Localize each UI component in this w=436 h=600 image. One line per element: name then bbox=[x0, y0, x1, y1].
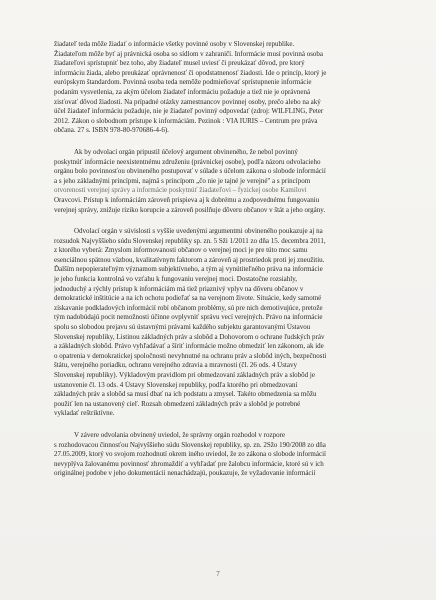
text-line: získavanie podkladových informácií robí občanom problémy, sú pre nich demotivujúce, pretože bbox=[54, 303, 323, 312]
text-line: základných práv a slobôd sa musí dbať na ich podstatu a zmysel. Takéto obmedzenia sa môžu bbox=[54, 390, 317, 399]
text-line: V závere odvolania obvinený uviedol, že správny orgán rozhodol v rozpore bbox=[74, 430, 286, 439]
text-line: Žiadateľom môže byť aj právnická osoba so sídlom v zahraničí. Informácie musí povinná osoba bbox=[54, 49, 324, 58]
text-line: s rozhodovacou činnosťou Najvyššieho súdu Slovenskej republiky, sp. zn. 2Sžo 190/2008 zo dňa bbox=[54, 440, 326, 449]
text-line: Slovenskej republiky). Výkladovým pravidlom pri obmedzovaní základných práv a slobôd je bbox=[54, 371, 315, 379]
text-line: z ktorého vyberá: Zmyslom informovanosti občanov o verejnej moci je pre túto moc samu bbox=[54, 246, 308, 255]
text-line: Oravcovi. Prístup k informáciám zároveň prispieva aj k dobrému a zodpovednému fungovaniu bbox=[54, 195, 320, 204]
text-line: zisťovať dôvod žiadosti. Na prípadné otázky zamestnancov povinnej osoby, prečo alebo na aký bbox=[54, 97, 321, 106]
text-line: orgánu bolo povinnosťou obvineného postupovať v súlade s účelom zákona o slobode informácií bbox=[54, 167, 326, 176]
text-line: Ak by odvolací orgán pripustil účelový argument obvineného, že nebol povinný bbox=[74, 147, 298, 156]
text-line: žiadateľovi sprístupniť bez toho, aby žiadateľ musel uviesť či preukázať dôvod, pre ktorý bbox=[54, 59, 305, 68]
text-line: a základných slobôd. Právo vyhľadávať a šíriť informácie možno obmedziť len zákonom, ak ide bbox=[54, 342, 324, 351]
text-line: spolu so slobodou prejavu sú ústavnými právami každého subjektu garantovanými Ústavou bbox=[54, 323, 311, 332]
text-line: podaním vysvetlenia, za akým účelom žiadateľ informáciu požaduje a tiež nie je oprávnená bbox=[54, 87, 311, 96]
text-line: demokratické inštitúcie a na ich ochotu podieľať sa na verejnom živote. Situácie, kedy samotné bbox=[54, 294, 322, 303]
text-line: Odvolací orgán v súvislosti s vyššie uvedenými argumentmi obvineného poukazuje aj na bbox=[74, 227, 323, 236]
text-line: ustanovenie čl. 13 ods. 4 Ústavy Slovenskej republiky, podľa ktorého pri obmedzovaní bbox=[54, 380, 298, 389]
paragraph-2 bbox=[54, 148, 390, 215]
text-line: informáciu žiada, alebo preukázať oprávnenosť či opodstatnenosť žiadosti. Ide o princíp, ktorý je bbox=[54, 68, 327, 77]
text-line: 2012. Zákon o slobodnom prístupe k informáciám. Pezinok : VIA IURIS – Centrum pre práva bbox=[54, 116, 318, 125]
text-line: tým nadobúdajú pocit nemožnosti účinne ovplyvniť správu vecí verejných. Právo na informácie bbox=[54, 313, 323, 322]
text-line: originálnej podobe v jeho dokumentácii nenachádzajú, poukazuje, že vyžadovanie informácií bbox=[54, 469, 316, 478]
text-line: poskytnúť informácie neexistentnému združeniu (právnickej osobe), podľa názoru odvolacieho bbox=[54, 157, 321, 166]
text-line: otvorenosti verejnej správy a informácie poskytnúť žiadateľovi – fyzickej osobe Kamilovi bbox=[54, 186, 307, 195]
text-line: žiadateľ teda môže žiadať o informácie všetky povinné osoby v Slovenskej republike. bbox=[54, 40, 295, 48]
text-line: nevyplýva žalovanému povinnosť zhromaždiť a vyhľadať pre žalobcu informácie, ktoré sú v ich bbox=[54, 459, 324, 468]
text-line: občana. 27 s. ISBN 978-80-970686-4-6). bbox=[54, 126, 169, 135]
text-line: esenciálnou spätnou väzbou, kvalitatívnym faktorom a zároveň aj prostriedok proti jej zneužitiu. bbox=[54, 255, 325, 264]
paragraph-4 bbox=[54, 431, 390, 479]
text-line: verejnej správy, znižuje riziko korupcie a zároveň posilňuje dôveru občanov v štát a jeho orgány. bbox=[54, 205, 326, 214]
text-line: štátu, verejného poriadku, ochranu verejného zdravia a mravnosti (čl. 26 ods. 4 Ústavy bbox=[54, 361, 297, 370]
paragraph-1 bbox=[54, 40, 390, 136]
paragraph-3 bbox=[54, 227, 390, 419]
text-line: o opatrenia v demokratickej spoločnosti nevyhnutné na ochranu práv a slobôd iných, bezpečnosti bbox=[54, 351, 327, 360]
text-line: rozsudok Najvyššieho súdu Slovenskej republiky sp. zn. 5 Sži 1/2011 zo dňa 15. decembra 2011, bbox=[54, 236, 326, 245]
text-line: Slovenskej republiky, Listinou základných práv a slobôd a Dohovorom o ochrane ľudských práv bbox=[54, 332, 325, 341]
text-line: účel žiadateľ informáciu požaduje, nie je žiadateľ povinný odpovedať (zdroj: WILFLING, Peter bbox=[54, 107, 324, 116]
text-line: vykladať reštriktívne. bbox=[54, 409, 115, 418]
text-line: a s jeho základnými princípmi, najmä s princípom „čo nie je tajné je verejné" a s princípom bbox=[54, 176, 311, 185]
text-line: európskym štandardom. Povinná osoba teda nemôže podmieňovať sprístupnenie informácie bbox=[54, 78, 312, 87]
text-line: použiť len na ustanovený cieľ. Rozsah obmedzení základných práv a slobôd je potrebné bbox=[54, 399, 301, 408]
text-line: 27.05.2009, ktorý vo svojom rozhodnutí okrem iného uviedol, že zo zákona o slobode informácií bbox=[54, 450, 326, 459]
page-number: 7 bbox=[216, 570, 220, 578]
text-line: je jeho funkcia kontrolná vo vzťahu k fungovaniu verejnej moci. Dostatočne rozsiahly, bbox=[54, 275, 297, 284]
text-line: jednoduchý a rýchly prístup k informáciám má tiež priaznivý vplyv na dôveru občanov v bbox=[54, 284, 304, 293]
text-line: Ďalším nepopierateľným významom subjektívneho, a tým aj vynútiteľného práva na informácie bbox=[54, 265, 323, 274]
